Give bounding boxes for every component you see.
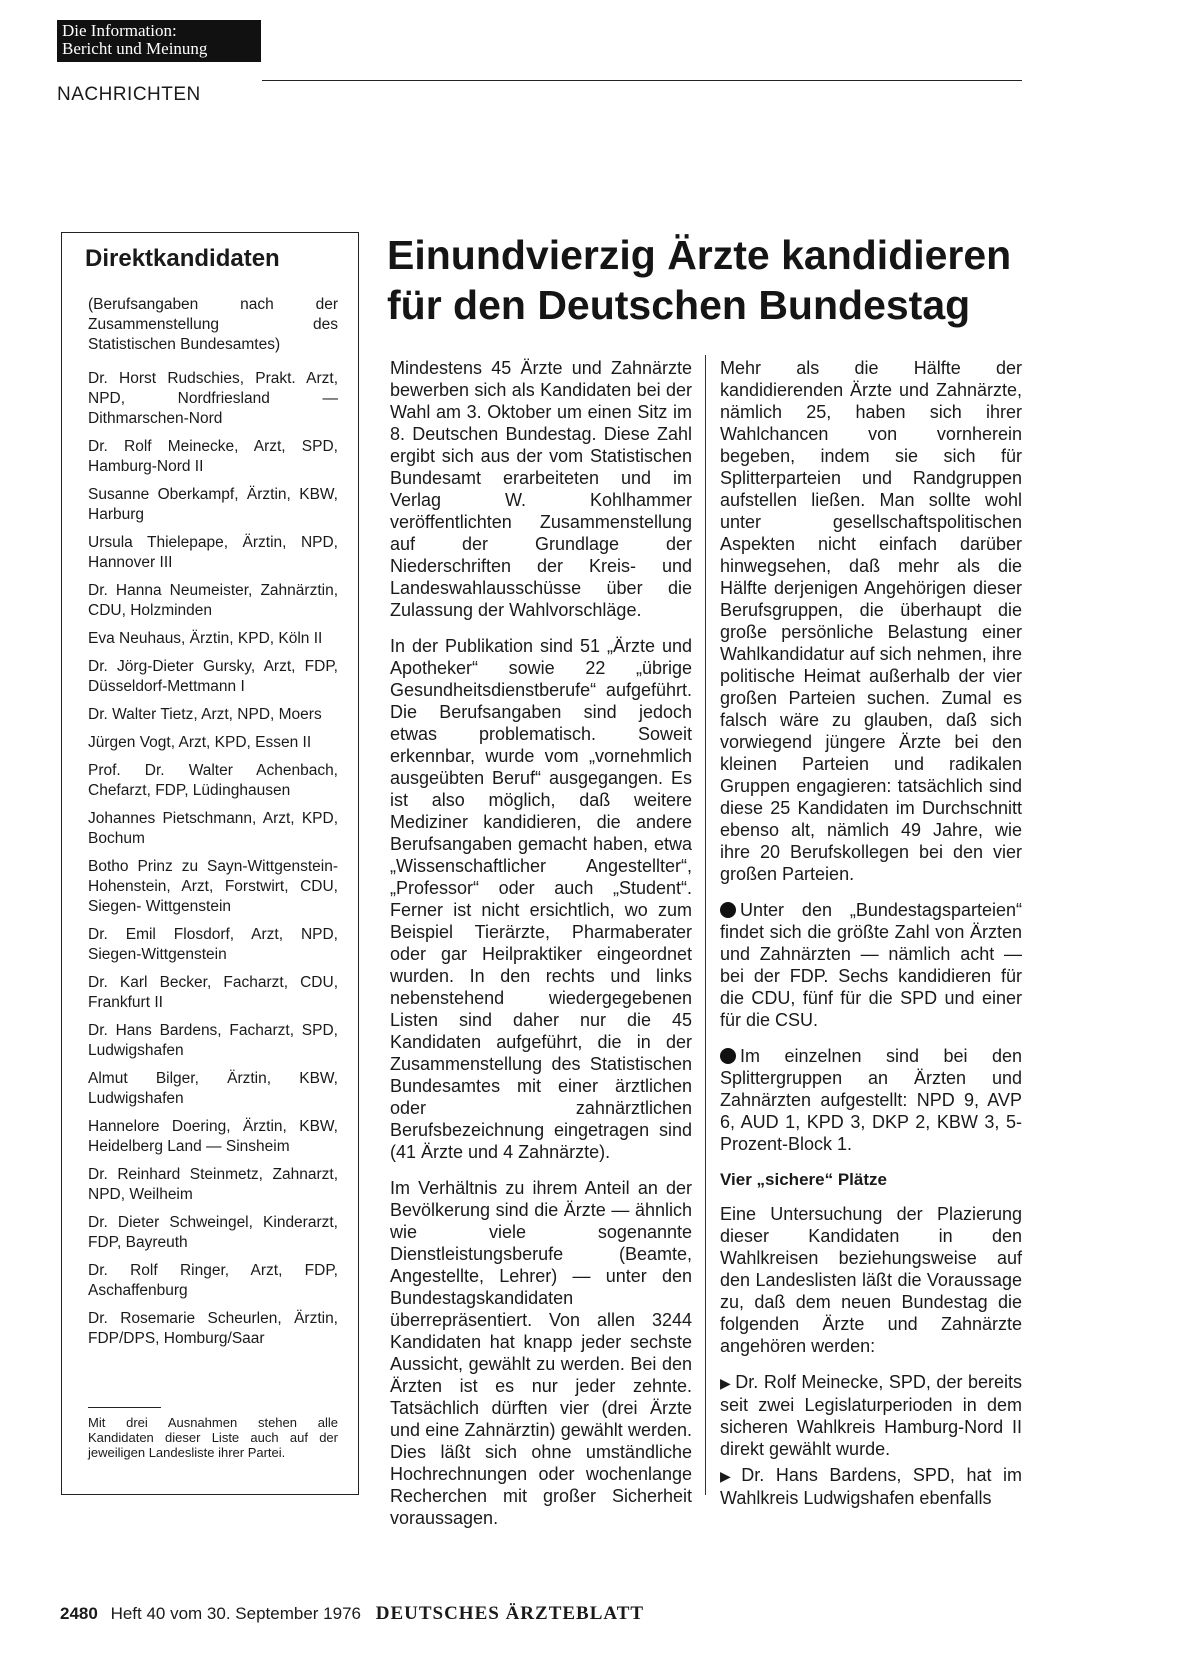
- candidate-entry: Dr. Dieter Schweingel, Kinderarzt, FDP, Bayreuth: [88, 1214, 338, 1251]
- brand-line-1: Die Information:: [62, 21, 177, 40]
- article-column-2: [720, 357, 1022, 1523]
- section-label: NACHRICHTEN: [57, 84, 201, 105]
- arrow-item: [720, 1464, 1022, 1509]
- candidate-entry: Dr. Emil Flosdorf, Arzt, NPD, Siegen-Wittgenstein: [88, 926, 338, 963]
- candidates-box: [61, 232, 359, 1495]
- bullet-paragraph: [720, 899, 1022, 1031]
- bullet-dot-icon: [720, 902, 736, 918]
- sidebar-footnote: Mit drei Ausnahmen stehen alle Kandidaten dieser Liste auch auf der jeweiligen Landesliste ihrer Partei.: [88, 1415, 338, 1460]
- brand-line-2: Bericht und Meinung: [62, 39, 208, 58]
- sidebar-subtitle: (Berufsangaben nach der Zusammenstellung des Statistischen Bundesamtes): [88, 296, 338, 353]
- candidate-entry: Dr. Walter Tietz, Arzt, NPD, Moers: [88, 706, 322, 723]
- brand-label: [57, 20, 261, 62]
- arrow-item-text: Dr. Rolf Meinecke, SPD, der bereits seit zwei Legislaturperioden in dem sicheren Wahlkreis Hamburg-Nord II direkt gewählt wurde.: [720, 1372, 1022, 1459]
- paragraph: Eine Untersuchung der Plazierung dieser Kandidaten in den Wahlkreisen beziehungsweise auf den Landeslisten läßt die Voraussage zu, daß dem neuen Bundestag die folgenden Ärzte und Zahnärzte angehören werden:: [720, 1204, 1022, 1356]
- header-rule: [262, 80, 1022, 81]
- candidate-entry: Ursula Thielepape, Ärztin, NPD, Hannover III: [88, 534, 338, 571]
- paragraph: Mindestens 45 Ärzte und Zahnärzte bewerben sich als Kandidaten bei der Wahl am 3. Oktober um einen Sitz im 8. Deutschen Bundestag. Diese Zahl ergibt sich aus der vom Statistischen Bundesamt erarbeiteten und im Verlag W. Kohlhammer veröffentlichten Zusammenstellung auf der Grundlage der Niederschriften der Kreis- und Landeswahlausschüsse über die Zulassung der Wahlvorschläge.: [390, 358, 692, 620]
- headline-line-1: Einundvierzig Ärzte kandidieren: [387, 232, 1012, 278]
- candidate-entry: Dr. Jörg-Dieter Gursky, Arzt, FDP, Düsseldorf-Mettmann I: [88, 658, 338, 695]
- page-footer: [60, 1603, 644, 1625]
- candidate-entry: Hannelore Doering, Ärztin, KBW, Heidelberg Land — Sinsheim: [88, 1118, 338, 1155]
- candidate-entry: Susanne Oberkampf, Ärztin, KBW, Harburg: [88, 486, 338, 523]
- headline-line-2: für den Deutschen Bundestag: [387, 282, 971, 328]
- candidate-entry: Dr. Hans Bardens, Facharzt, SPD, Ludwigshafen: [88, 1022, 338, 1059]
- candidate-entry: Dr. Rolf Ringer, Arzt, FDP, Aschaffenburg: [88, 1262, 338, 1299]
- column-divider: [705, 355, 706, 1495]
- paragraph: Mehr als die Hälfte der kandidierenden Ärzte und Zahnärzte, nämlich 25, haben sich ihrer Wahlchancen von vornherein begeben, indem sie sich für Splitterparteien und Randgruppen aufstellen ließen. Man sollte wohl unter gesellschaftspolitischen Aspekten nicht einfach darüber hinwegsehen, daß mehr als die Hälfte derjenigen Angehörigen dieser Berufsgruppen, die überhaupt die große persönliche Belastung einer Wahlkandidatur auf sich nehmen, ihre politische Heimat außerhalb der vier großen Parteien suchen. Zumal es falsch wäre zu glauben, daß sich vorwiegend jüngere Ärzte bei den kleinen Parteien und radikalen Gruppen engagieren: tatsächlich sind diese 25 Kandidaten im Durchschnitt ebenso alt, nämlich 49 Jahre, wie ihre 20 Berufskollegen bei den vier großen Parteien.: [720, 358, 1022, 884]
- candidate-entry: Prof. Dr. Walter Achenbach, Chefarzt, FDP, Lüdinghausen: [88, 762, 338, 799]
- article-column-1: [390, 357, 692, 1543]
- candidate-entry: Johannes Pietschmann, Arzt, KPD, Bochum: [88, 810, 338, 847]
- bullet-dot-icon: [720, 1048, 736, 1064]
- candidate-entry: Botho Prinz zu Sayn-Wittgenstein-Hohenstein, Arzt, Forstwirt, CDU, Siegen- Wittgenstein: [88, 858, 338, 915]
- candidate-entry: Dr. Rolf Meinecke, Arzt, SPD, Hamburg-Nord II: [88, 438, 338, 475]
- candidate-entry: Almut Bilger, Ärztin, KBW, Ludwigshafen: [88, 1070, 338, 1107]
- candidate-entry: Eva Neuhaus, Ärztin, KPD, Köln II: [88, 630, 323, 647]
- footnote-rule: [88, 1407, 161, 1408]
- sidebar-title: Direktkandidaten: [85, 245, 280, 272]
- candidate-entry: Dr. Karl Becker, Facharzt, CDU, Frankfurt II: [88, 974, 338, 1011]
- candidate-list: [88, 369, 338, 1357]
- candidate-entry: Dr. Hanna Neumeister, Zahnärztin, CDU, Holzminden: [88, 582, 338, 619]
- arrow-right-icon: ▶: [720, 1375, 732, 1391]
- arrow-item: [720, 1371, 1022, 1460]
- candidate-entry: Jürgen Vogt, Arzt, KPD, Essen II: [88, 734, 312, 751]
- arrow-item-text: Dr. Hans Bardens, SPD, hat im Wahlkreis Ludwigshafen ebenfalls: [720, 1465, 1022, 1508]
- candidate-entry: Dr. Horst Rudschies, Prakt. Arzt, NPD, Nordfriesland — Dithmarschen-Nord: [88, 370, 338, 427]
- bullet-text: Unter den „Bundestagsparteien“ findet sich die größte Zahl von Ärzten und Zahnärzten — nämlich acht — bei der FDP. Sechs kandidieren für die CDU, fünf für die SPD und einer für die CSU.: [720, 900, 1022, 1030]
- arrow-right-icon: ▶: [720, 1468, 738, 1484]
- bullet-paragraph: [720, 1045, 1022, 1155]
- candidate-entry: Dr. Reinhard Steinmetz, Zahnarzt, NPD, Weilheim: [88, 1166, 338, 1203]
- publication-name: DEUTSCHES ÄRZTEBLATT: [375, 1603, 645, 1624]
- page-number: 2480: [60, 1604, 98, 1623]
- paragraph: Im Verhältnis zu ihrem Anteil an der Bevölkerung sind die Ärzte — ähnlich wie viele sogenannte Dienstleistungsberufe (Beamte, Angestellte, Lehrer) — unter den Bundestagskandidaten überrepräsentiert. Von allen 3244 Kandidaten hat knapp jeder sechste Aussicht, gewählt zu werden. Bei den Ärzten ist es nur jeder zehnte. Tatsächlich dürften vier (drei Ärzte und eine Zahnärztin) gewählt werden. Dies läßt sich ohne umständliche Hochrechnungen oder wochenlange Recherchen mit großer Sicherheit voraussagen.: [390, 1178, 692, 1528]
- candidate-entry: Dr. Rosemarie Scheurlen, Ärztin, FDP/DPS, Homburg/Saar: [88, 1310, 338, 1347]
- subheading: Vier „sichere“ Plätze: [720, 1170, 887, 1189]
- paragraph: In der Publikation sind 51 „Ärzte und Apotheker“ sowie 22 „übrige Gesundheitsdienstberufe“ aufgeführt. Die Berufsangaben sind jedoch etwas problematisch. Soweit erkennbar, wurde vom „vornehmlich ausgeübten Beruf“ ausgegangen. Es ist also möglich, daß weitere Mediziner kandidieren, die andere Berufsangaben gemacht haben, etwa „Wissenschaftlicher Angestellter“, „Professor“ oder auch „Student“. Ferner ist nicht ersichtlich, wo zum Beispiel Tierärzte, Pharmaberater oder gar Heilpraktiker eingeordnet wurden. In den rechts und links nebenstehend wiedergegebenen Listen sind daher nur die 45 Kandidaten aufgeführt, die in der Zusammenstellung des Statistischen Bundesamtes mit einer ärztlichen oder zahnärztlichen Berufsbezeichnung eingetragen sind (41 Ärzte und 4 Zahnärzte).: [390, 636, 692, 1162]
- bullet-text: Im einzelnen sind bei den Splittergruppen an Ärzten und Zahnärzten aufgestellt: NPD 9, AVP 6, AUD 1, KPD 3, DKP 2, KBW 3, 5-Prozent-Block 1.: [720, 1046, 1022, 1154]
- article-headline: [387, 230, 1037, 330]
- issue-info: Heft 40 vom 30. September 1976: [110, 1604, 361, 1623]
